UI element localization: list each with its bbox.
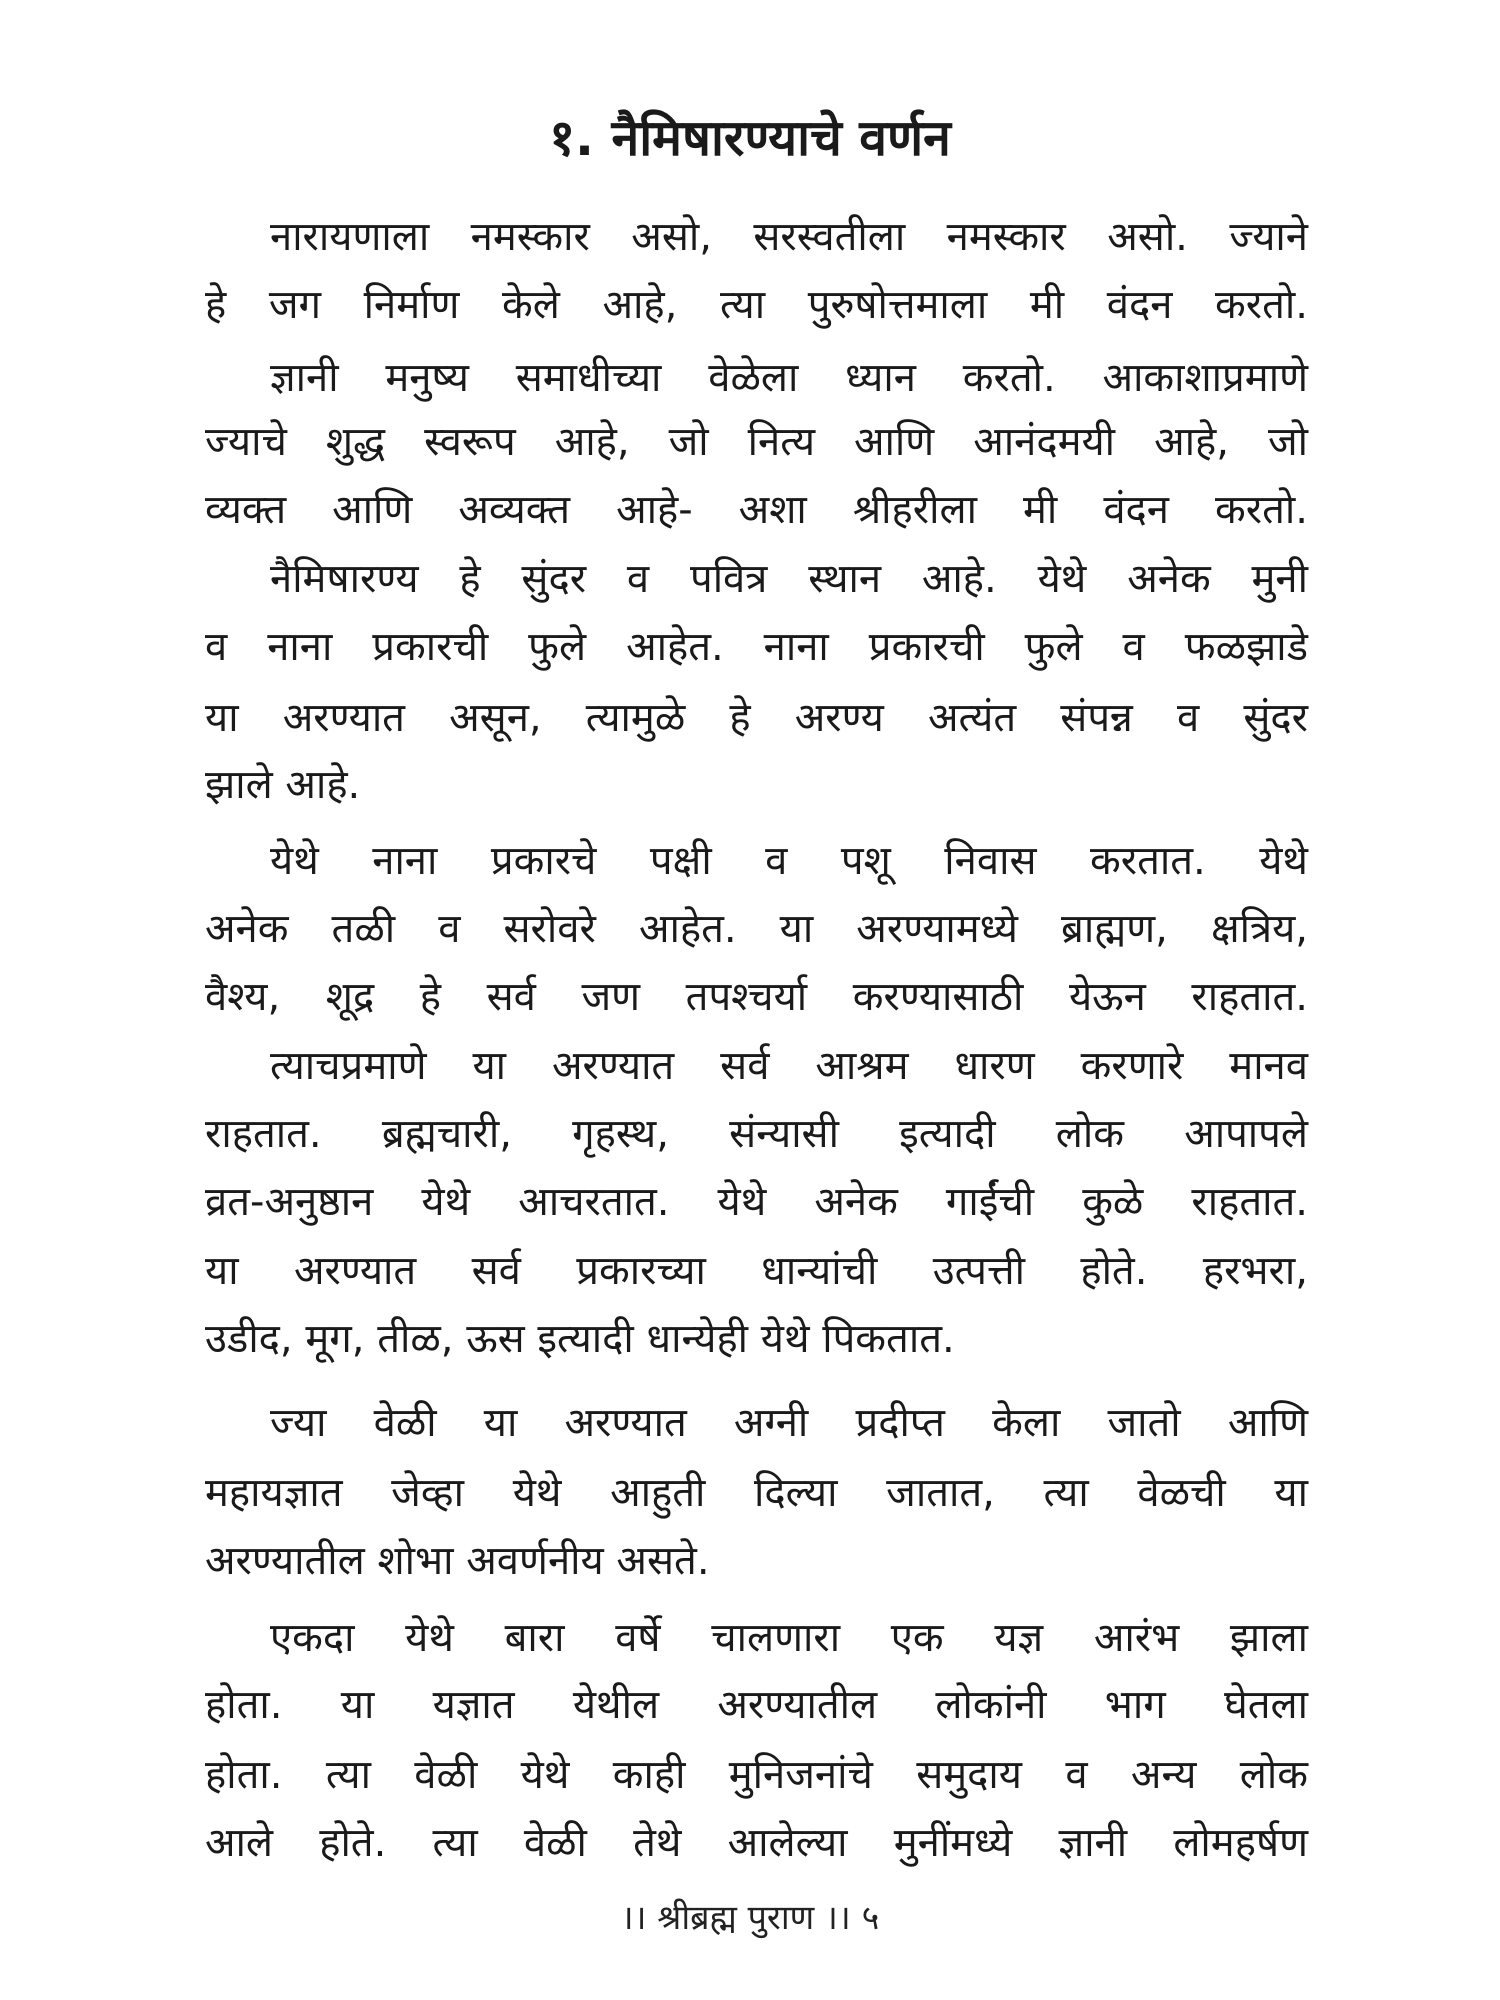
text-line: व्रत-अनुष्ठान येथे आचरतात. येथे अनेक गाईंची कुळे राहतात.	[205, 1179, 1308, 1225]
text-line: हे जग निर्माण केले आहे, त्या पुरुषोत्तमाला मी वंदन करतो.	[205, 282, 1308, 328]
text-line: या अरण्यात सर्व प्रकारच्या धान्यांची उत्पत्ती होते. हरभरा,	[205, 1248, 1308, 1294]
paragraph-first-line: ज्ञानी मनुष्य समाधीच्या वेळेला ध्यान करतो. आकाशाप्रमाणे	[270, 355, 1308, 401]
text-line: उडीद, मूग, तीळ, ऊस इत्यादी धान्येही येथे पिकतात.	[205, 1316, 955, 1362]
text-line: होता. त्या वेळी येथे काही मुनिजनांचे समुदाय व अन्य लोक	[205, 1752, 1308, 1798]
text-line: झाले आहे.	[205, 762, 361, 808]
text-line: वैश्य, शूद्र हे सर्व जण तपश्चर्या करण्यासाठी येऊन राहतात.	[205, 974, 1308, 1020]
text-line: होता. या यज्ञात येथील अरण्यातील लोकांनी भाग घेतला	[205, 1682, 1308, 1728]
paragraph-first-line: त्याचप्रमाणे या अरण्यात सर्व आश्रम धारण करणारे मानव	[270, 1043, 1308, 1089]
paragraph-first-line: ज्या वेळी या अरण्यात अग्नी प्रदीप्त केला जातो आणि	[270, 1400, 1308, 1446]
paragraph-first-line: एकदा येथे बारा वर्षे चालणारा एक यज्ञ आरंभ झाला	[270, 1615, 1308, 1661]
paragraph-first-line: नारायणाला नमस्कार असो, सरस्वतीला नमस्कार असो. ज्याने	[270, 214, 1308, 260]
text-line: अरण्यातील शोभा अवर्णनीय असते.	[205, 1538, 710, 1584]
paragraph-first-line: नैमिषारण्य हे सुंदर व पवित्र स्थान आहे. येथे अनेक मुनी	[270, 556, 1308, 602]
paragraph-first-line: येथे नाना प्रकारचे पक्षी व पशू निवास करतात. येथे	[270, 838, 1308, 884]
chapter-title: १. नैमिषारण्याचे वर्णन	[549, 109, 951, 167]
text-line: महायज्ञात जेव्हा येथे आहुती दिल्या जातात, त्या वेळची या	[205, 1470, 1308, 1516]
text-line: राहतात. ब्रह्मचारी, गृहस्थ, संन्यासी इत्यादी लोक आपापले	[205, 1111, 1308, 1157]
text-line: अनेक तळी व सरोवरे आहेत. या अरण्यामध्ये ब्राह्मण, क्षत्रिय,	[205, 906, 1308, 952]
text-line: व्यक्त आणि अव्यक्त आहे- अशा श्रीहरीला मी वंदन करतो.	[205, 487, 1308, 533]
text-line: ज्याचे शुद्ध स्वरूप आहे, जो नित्य आणि आनंदमयी आहे, जो	[205, 419, 1308, 465]
text-line: व नाना प्रकारची फुले आहेत. नाना प्रकारची फुले व फळझाडे	[205, 624, 1308, 670]
text-line: आले होते. त्या वेळी तेथे आलेल्या मुनींमध्ये ज्ञानी लोमहर्षण	[205, 1820, 1308, 1866]
text-line: या अरण्यात असून, त्यामुळे हे अरण्य अत्यंत संपन्न व सुंदर	[205, 695, 1308, 741]
page-footer: ।। श्रीब्रह्म पुराण ।। ५	[620, 1898, 880, 1938]
